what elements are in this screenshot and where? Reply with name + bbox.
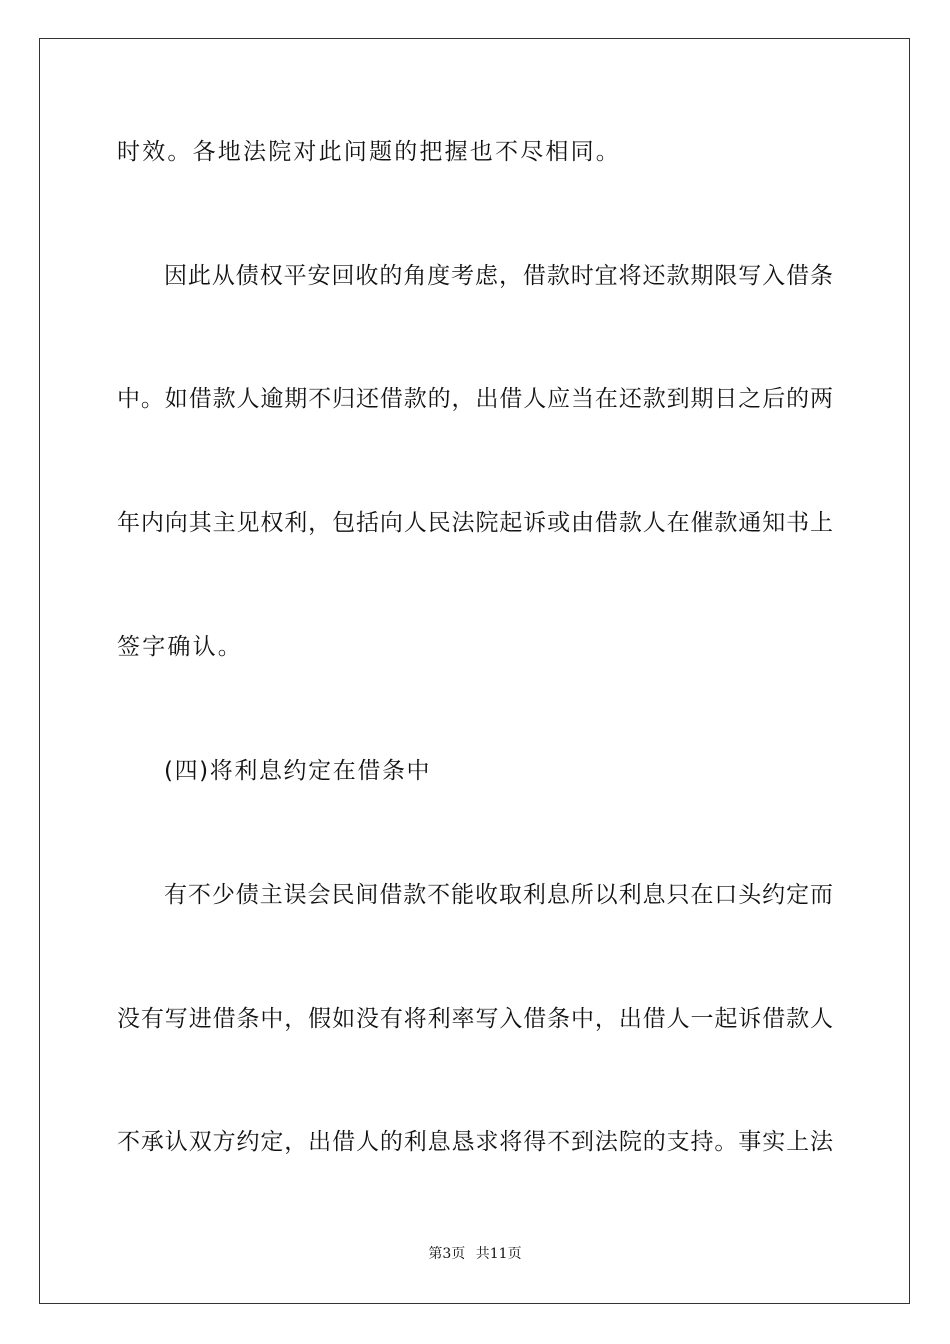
page-total: 共11页 — [475, 1246, 522, 1262]
text-line-8: 没有写进借条中，假如没有将利率写入借条中，出借人一起诉借款人 — [117, 1006, 833, 1032]
text-line-9: 不承认双方约定，出借人的利息恳求将得不到法院的支持。事实上法 — [117, 1129, 833, 1155]
text-line-4: 年内向其主见权利，包括向人民法院起诉或由借款人在催款通知书上 — [117, 510, 833, 536]
text-line-5: 签字确认。 — [117, 634, 243, 660]
text-line-3: 中。如借款人逾期不归还借款的，出借人应当在还款到期日之后的两 — [117, 386, 833, 412]
section-heading: (四)将利息约定在借条中 — [164, 758, 432, 784]
text-line-7: 有不少债主误会民间借款不能收取利息所以利息只在口头约定而 — [164, 882, 833, 908]
text-line-2: 因此从债权平安回收的角度考虑，借款时宜将还款期限写入借条 — [164, 263, 833, 289]
text-line-1: 时效。各地法院对此问题的把握也不尽相同。 — [117, 139, 621, 165]
page-border — [39, 38, 910, 1304]
page-number: 第3页 — [428, 1246, 466, 1262]
page-footer — [0, 1245, 950, 1263]
